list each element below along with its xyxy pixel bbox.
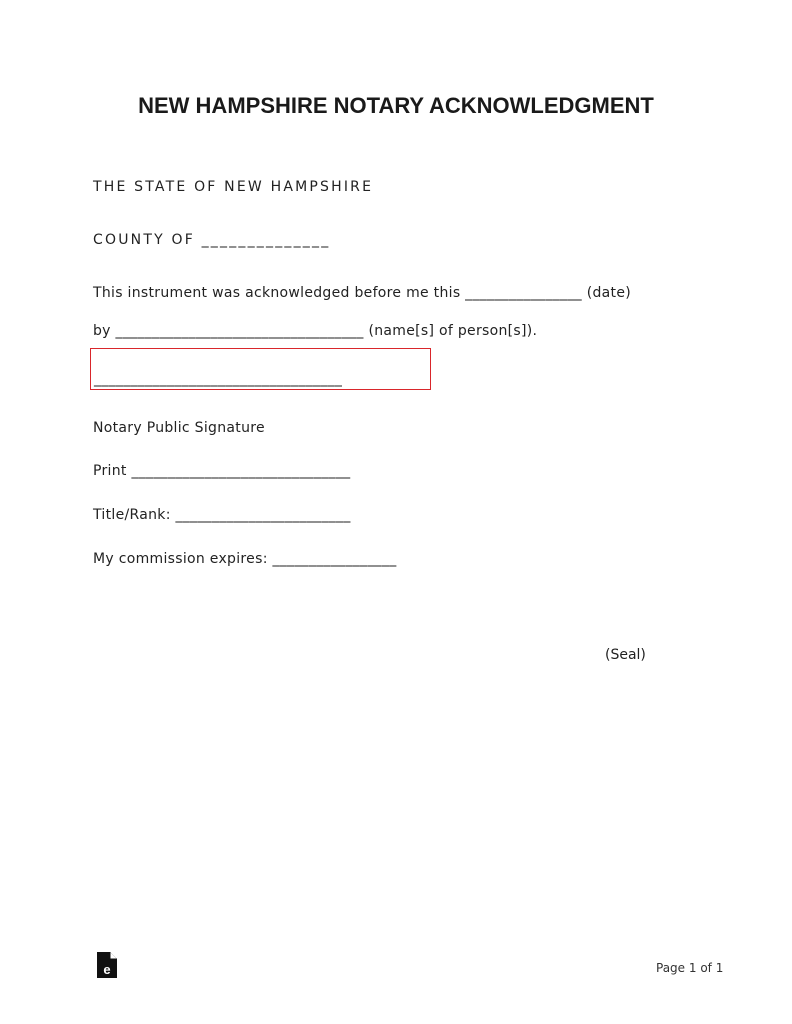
notary-signature-label: Notary Public Signature [93,420,265,436]
state-line: THE STATE OF NEW HAMPSHIRE [93,179,374,195]
document-title: NEW HAMPSHIRE NOTARY ACKNOWLEDGMENT [138,93,654,118]
page-number: Page 1 of 1 [656,961,724,975]
acknowledged-date-line: This instrument was acknowledged before me this ________________ (date) [93,285,632,301]
print-name-line: Print ______________________________ [93,463,351,479]
seal-label: (Seal) [605,647,646,663]
commission-expires-line: My commission expires: _________________ [93,551,397,567]
title-rank-line: Title/Rank: ________________________ [93,507,351,523]
signature-blank-line: __________________________________ [94,371,343,387]
acknowledged-by-line: by __________________________________ (name[s] of person[s]). [93,323,538,339]
notary-signature-field[interactable] [90,348,431,390]
eforms-logo-icon [96,951,118,979]
county-line: COUNTY OF ______________ [93,232,331,248]
svg-text:e: e [103,962,111,977]
